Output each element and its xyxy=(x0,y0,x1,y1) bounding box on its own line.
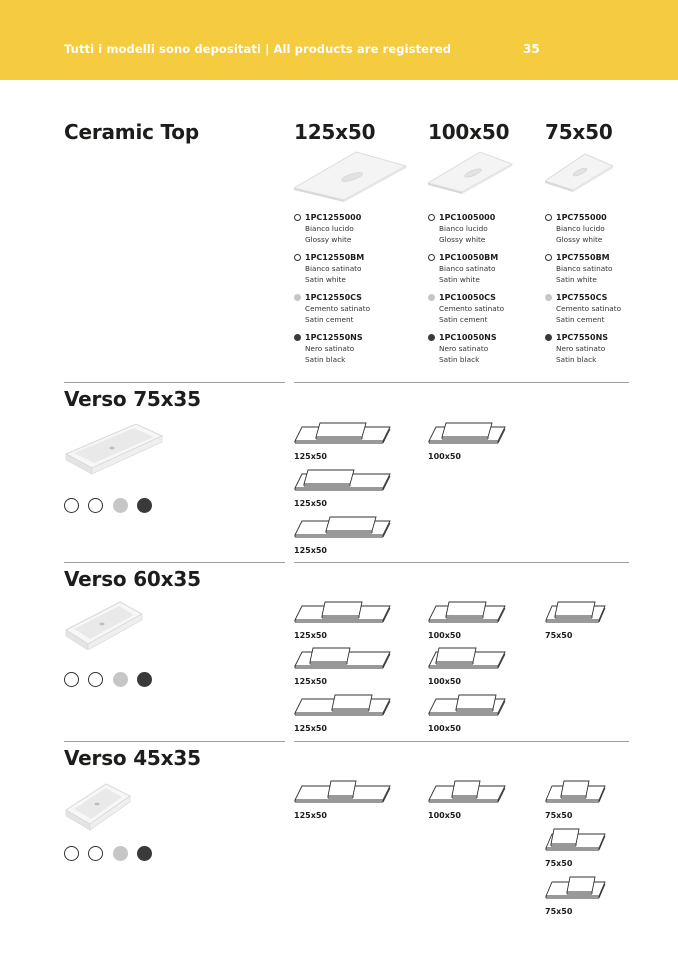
config-size-label: 100x50 xyxy=(428,811,461,820)
color-dot xyxy=(545,214,552,221)
variant-name-en: Satin cement xyxy=(305,315,354,324)
finish-dot-white xyxy=(64,498,79,513)
config-drawing xyxy=(294,693,394,721)
variant-code: 1PC1005000 xyxy=(439,213,496,222)
ceramic-top-100x50-image xyxy=(428,150,514,196)
finish-dots xyxy=(64,672,164,690)
variant-name-it: Bianco lucido xyxy=(305,224,354,233)
variant-name-it: Nero satinato xyxy=(439,344,489,353)
color-dot xyxy=(294,294,301,301)
variant-item xyxy=(294,253,384,285)
variant-item xyxy=(428,333,518,365)
basin-verso-60x35-image xyxy=(64,600,144,650)
variant-code: 1PC10050CS xyxy=(439,293,496,302)
ceramic-top-125x50-image xyxy=(294,150,408,202)
finish-dot-satin-white xyxy=(88,672,103,687)
variant-name-it: Bianco satinato xyxy=(439,264,496,273)
config-drawing xyxy=(294,646,394,674)
section-divider xyxy=(294,562,629,563)
color-dot xyxy=(294,334,301,341)
config-size-label: 75x50 xyxy=(545,859,573,868)
section-title-verso-75x35: Verso 75x35 xyxy=(64,387,201,411)
variant-code: 1PC1255000 xyxy=(305,213,362,222)
section-divider xyxy=(64,741,285,742)
section-title-verso-60x35: Verso 60x35 xyxy=(64,567,201,591)
variant-name-en: Glossy white xyxy=(305,235,352,244)
variant-item xyxy=(294,213,384,245)
config-size-label: 100x50 xyxy=(428,631,461,640)
variant-item xyxy=(428,213,518,245)
config-diagram xyxy=(294,646,394,690)
variant-name-en: Satin white xyxy=(556,275,597,284)
basin-verso-45x35-image xyxy=(64,782,134,832)
config-diagram xyxy=(294,421,394,465)
config-diagram xyxy=(428,693,528,737)
variant-item xyxy=(545,333,635,365)
config-drawing xyxy=(545,876,607,904)
variant-name-en: Satin black xyxy=(439,355,480,364)
variant-code: 1PC12550NS xyxy=(305,333,363,342)
config-drawing xyxy=(545,828,607,856)
ceramic-top-title: Ceramic Top xyxy=(64,120,199,144)
color-dot xyxy=(428,214,435,221)
variant-name-it: Nero satinato xyxy=(305,344,355,353)
section-divider xyxy=(294,741,629,742)
config-size-label: 100x50 xyxy=(428,724,461,733)
config-drawing xyxy=(428,421,508,449)
color-dot xyxy=(545,334,552,341)
variant-code: 1PC755000 xyxy=(556,213,607,222)
column-size-75x50: 75x50 xyxy=(545,120,613,144)
variant-code: 1PC7550BM xyxy=(556,253,610,262)
variant-item xyxy=(294,333,384,365)
config-size-label: 100x50 xyxy=(428,452,461,461)
finish-dot-black xyxy=(137,498,152,513)
config-size-label: 100x50 xyxy=(428,677,461,686)
config-diagram xyxy=(428,780,528,824)
variant-code: 1PC10050BM xyxy=(439,253,499,262)
variant-item xyxy=(545,293,635,325)
finish-dot-satin-white xyxy=(88,846,103,861)
config-size-label: 125x50 xyxy=(294,677,327,686)
variant-item xyxy=(428,253,518,285)
variant-item xyxy=(428,293,518,325)
config-size-label: 75x50 xyxy=(545,631,573,640)
config-drawing xyxy=(294,468,394,496)
color-dot xyxy=(428,254,435,261)
variant-name-it: Cemento satinato xyxy=(305,304,371,313)
config-size-label: 75x50 xyxy=(545,907,573,916)
config-diagram xyxy=(294,600,394,644)
variant-item xyxy=(294,293,384,325)
variant-list-100x50 xyxy=(428,213,518,373)
ceramic-top-75x50-image xyxy=(545,150,615,196)
config-drawing xyxy=(294,515,394,543)
section-divider xyxy=(294,382,629,383)
variant-name-en: Satin cement xyxy=(439,315,488,324)
color-dot xyxy=(294,214,301,221)
finish-dot-white xyxy=(64,846,79,861)
config-diagram xyxy=(545,780,645,824)
config-size-label: 125x50 xyxy=(294,811,327,820)
variant-name-it: Bianco satinato xyxy=(556,264,613,273)
registered-notice: Tutti i modelli sono depositati | All products are registered xyxy=(64,42,452,56)
config-drawing xyxy=(428,600,508,628)
variant-name-en: Satin black xyxy=(305,355,346,364)
variant-name-en: Glossy white xyxy=(556,235,603,244)
variant-name-en: Glossy white xyxy=(439,235,486,244)
config-size-label: 125x50 xyxy=(294,631,327,640)
variant-item xyxy=(545,213,635,245)
variant-name-it: Cemento satinato xyxy=(556,304,622,313)
variant-name-en: Satin white xyxy=(439,275,480,284)
config-size-label: 125x50 xyxy=(294,546,327,555)
config-size-label: 125x50 xyxy=(294,499,327,508)
header-band xyxy=(0,0,678,80)
section-divider xyxy=(64,382,285,383)
variant-name-en: Satin black xyxy=(556,355,597,364)
finish-dot-satin-white xyxy=(88,498,103,513)
color-dot xyxy=(294,254,301,261)
config-diagram xyxy=(294,515,394,559)
color-dot xyxy=(545,294,552,301)
config-size-label: 125x50 xyxy=(294,452,327,461)
variant-list-75x50 xyxy=(545,213,635,373)
finish-dots xyxy=(64,498,164,516)
variant-name-en: Satin white xyxy=(305,275,346,284)
config-size-label: 125x50 xyxy=(294,724,327,733)
finish-dot-black xyxy=(137,846,152,861)
section-divider xyxy=(64,562,285,563)
basin-verso-75x35-image xyxy=(64,422,164,476)
config-drawing xyxy=(428,646,508,674)
column-size-100x50: 100x50 xyxy=(428,120,510,144)
variant-name-it: Bianco lucido xyxy=(439,224,488,233)
color-dot xyxy=(428,294,435,301)
config-diagram xyxy=(545,600,645,644)
color-dot xyxy=(545,254,552,261)
config-diagram xyxy=(545,876,645,920)
variant-code: 1PC12550CS xyxy=(305,293,362,302)
finish-dot-white xyxy=(64,672,79,687)
finish-dot-black xyxy=(137,672,152,687)
variant-item xyxy=(545,253,635,285)
variant-name-it: Cemento satinato xyxy=(439,304,505,313)
config-diagram xyxy=(428,421,528,465)
config-diagram xyxy=(545,828,645,872)
finish-dot-cement xyxy=(113,498,128,513)
variant-code: 1PC7550NS xyxy=(556,333,609,342)
section-title-verso-45x35: Verso 45x35 xyxy=(64,746,201,770)
variant-name-it: Nero satinato xyxy=(556,344,606,353)
config-size-label: 75x50 xyxy=(545,811,573,820)
config-drawing xyxy=(428,780,508,808)
color-dot xyxy=(428,334,435,341)
variant-list-125x50 xyxy=(294,213,384,373)
config-drawing xyxy=(428,693,508,721)
variant-code: 1PC10050NS xyxy=(439,333,497,342)
finish-dot-cement xyxy=(113,672,128,687)
config-diagram xyxy=(294,780,394,824)
config-diagram xyxy=(294,468,394,512)
variant-code: 1PC7550CS xyxy=(556,293,608,302)
finish-dots xyxy=(64,846,164,864)
config-diagram xyxy=(428,646,528,690)
config-drawing xyxy=(294,600,394,628)
config-drawing xyxy=(545,780,607,808)
config-drawing xyxy=(294,780,394,808)
variant-name-en: Satin cement xyxy=(556,315,605,324)
config-drawing xyxy=(294,421,394,449)
config-diagram xyxy=(428,600,528,644)
variant-name-it: Bianco satinato xyxy=(305,264,362,273)
variant-code: 1PC12550BM xyxy=(305,253,365,262)
finish-dot-cement xyxy=(113,846,128,861)
column-size-125x50: 125x50 xyxy=(294,120,376,144)
config-drawing xyxy=(545,600,607,628)
page-number: 35 xyxy=(523,42,540,56)
config-diagram xyxy=(294,693,394,737)
variant-name-it: Bianco lucido xyxy=(556,224,605,233)
